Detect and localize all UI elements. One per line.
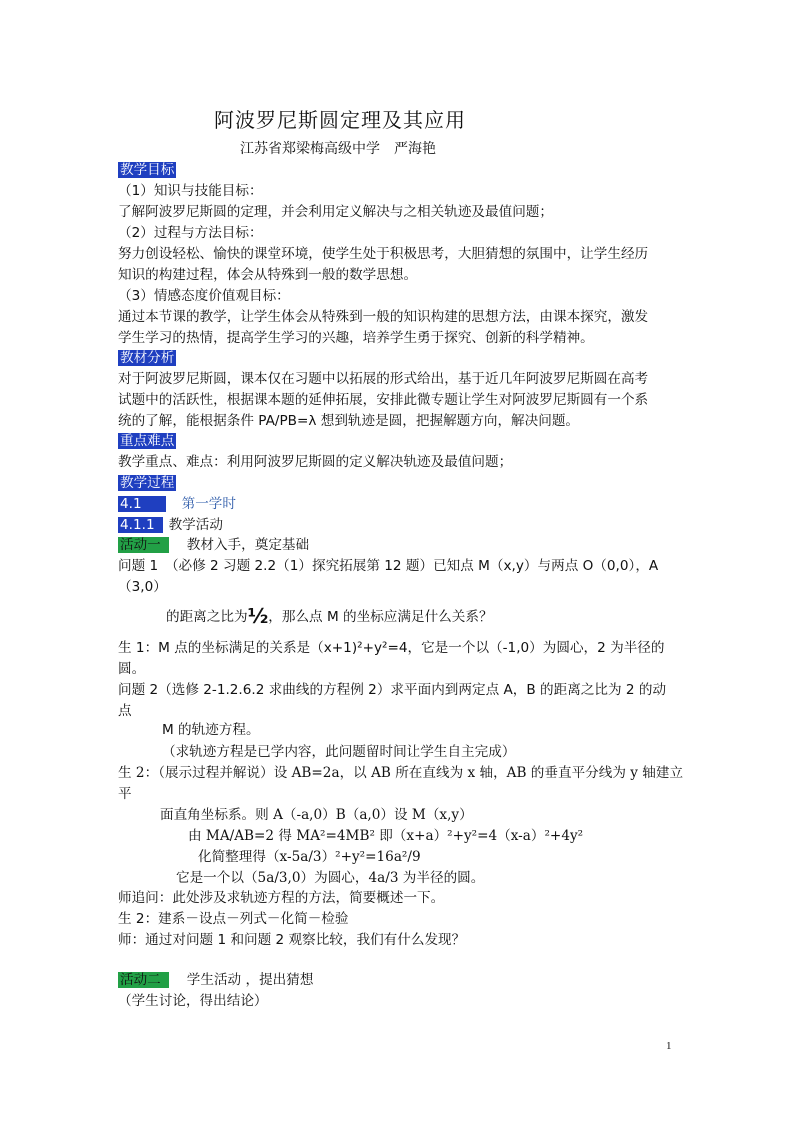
- student-2-equation: 化简整理得（x-5a/3）²+y²=16a²/9: [198, 849, 421, 865]
- question-2-note: （求轨迹方程是已学内容，此问题留时间让学生自主完成）: [162, 744, 516, 760]
- author-line: 江苏省郑梁梅高级中学 严海艳: [240, 141, 436, 157]
- question-2-line: 问题 2（选修 2-1.2.6.2 求曲线的方程例 2）求平面内到两定点 A，B 的距离之比为 2 的动: [118, 682, 667, 698]
- activity-one: 活动一 教材入手，奠定基础: [120, 537, 310, 553]
- page-title: 阿波罗尼斯圆定理及其应用: [214, 108, 466, 132]
- paragraph-line: 教学重点、难点：利用阿波罗尼斯圆的定义解决轨迹及最值问题；: [118, 454, 513, 470]
- paragraph-line: 对于阿波罗尼斯圆，课本仅在习题中以拓展的形式给出，基于近几年阿波罗尼斯圆在高考: [118, 371, 649, 387]
- student-1-answer: 圆。: [118, 661, 146, 677]
- student-2-answer: 平: [118, 786, 132, 802]
- question-2-line: 点: [118, 703, 132, 719]
- paragraph-line: （1）知识与技能目标：: [118, 183, 263, 199]
- student-2-equation: 由 MA/AB=2 得 MA²=4MB² 即（x+a）²+y²=4（x-a）²+4y²: [188, 828, 584, 844]
- section-heading-material: 教材分析: [120, 350, 175, 366]
- paragraph-line: 了解阿波罗尼斯圆的定理，并会利用定义解决与之相关轨迹及最值问题；: [118, 204, 553, 220]
- subsection-4-1: 4.1 第一学时: [120, 496, 236, 512]
- question-1-line: 的距离之比为½，那么点 M 的坐标应满足什么关系？: [166, 604, 493, 628]
- paragraph-line: 试题中的活跃性，根据课本题的延伸拓展，安排此微专题让学生对阿波罗尼斯圆有一个系: [118, 392, 649, 408]
- question-2-line: M 的轨迹方程。: [162, 722, 260, 738]
- paragraph-line: 统的了解，能根据条件 PA/PB=λ 想到轨迹是圆，把握解题方向，解决问题。: [118, 413, 580, 429]
- page-number: 1: [666, 1040, 672, 1052]
- subsection-4-1-1: 4.1.1 教学活动: [120, 517, 223, 533]
- student-2-answer: 面直角坐标系。则 A（-a,0）B（a,0）设 M（x,y）: [160, 807, 473, 823]
- activity-two: 活动二 学生活动 ，提出猜想: [120, 972, 314, 988]
- question-1-line: （3,0）: [118, 579, 167, 595]
- paragraph-line: 通过本节课的教学，让学生体会从特殊到一般的知识构建的思想方法，由课本探究，激发: [118, 309, 649, 325]
- student-2-conclusion: 它是一个以（5a/3,0）为圆心，4a/3 为半径的圆。: [176, 870, 485, 886]
- teacher-question: 师追问：此处涉及求轨迹方程的方法，简要概述一下。: [118, 890, 445, 906]
- paragraph-line: （2）过程与方法目标：: [118, 225, 263, 241]
- teacher-question: 师：通过对问题 1 和问题 2 观察比较，我们有什么发现？: [118, 932, 466, 948]
- section-heading-objectives: 教学目标: [120, 162, 175, 178]
- paragraph-line: 努力创设轻松、愉快的课堂环境，使学生处于积极思考，大胆猜想的氛围中，让学生经历: [118, 246, 649, 262]
- student-2-answer: 生 2：（展示过程并解说）设 AB=2a，以 AB 所在直线为 x 轴，AB 的垂直平分线为 y 轴建立: [118, 765, 684, 781]
- section-heading-keypoints: 重点难点: [120, 433, 175, 449]
- question-1-line: 问题 1 （必修 2 习题 2.2（1）探究拓展第 12 题）已知点 M（x,y）与两点 O（0,0），A: [118, 558, 659, 574]
- section-heading-process: 教学过程: [120, 475, 175, 491]
- paragraph-line: 知识的构建过程，体会从特殊到一般的数学思想。: [118, 267, 418, 283]
- paragraph-line: 学生学习的热情，提高学生学习的兴趣，培养学生勇于探究、创新的科学精神。: [118, 330, 594, 346]
- paragraph-line: （3）情感态度价值观目标：: [118, 288, 290, 304]
- student-1-answer: 生 1：M 点的坐标满足的关系是（x+1)²+y²=4，它是一个以（-1,0）为圆心，2 为半径的: [118, 640, 665, 656]
- one-half-fraction: ½: [247, 604, 269, 628]
- activity-two-note: （学生讨论，得出结论）: [118, 993, 268, 1009]
- student-2-summary: 生 2：建系－设点－列式－化简－检验: [118, 911, 349, 927]
